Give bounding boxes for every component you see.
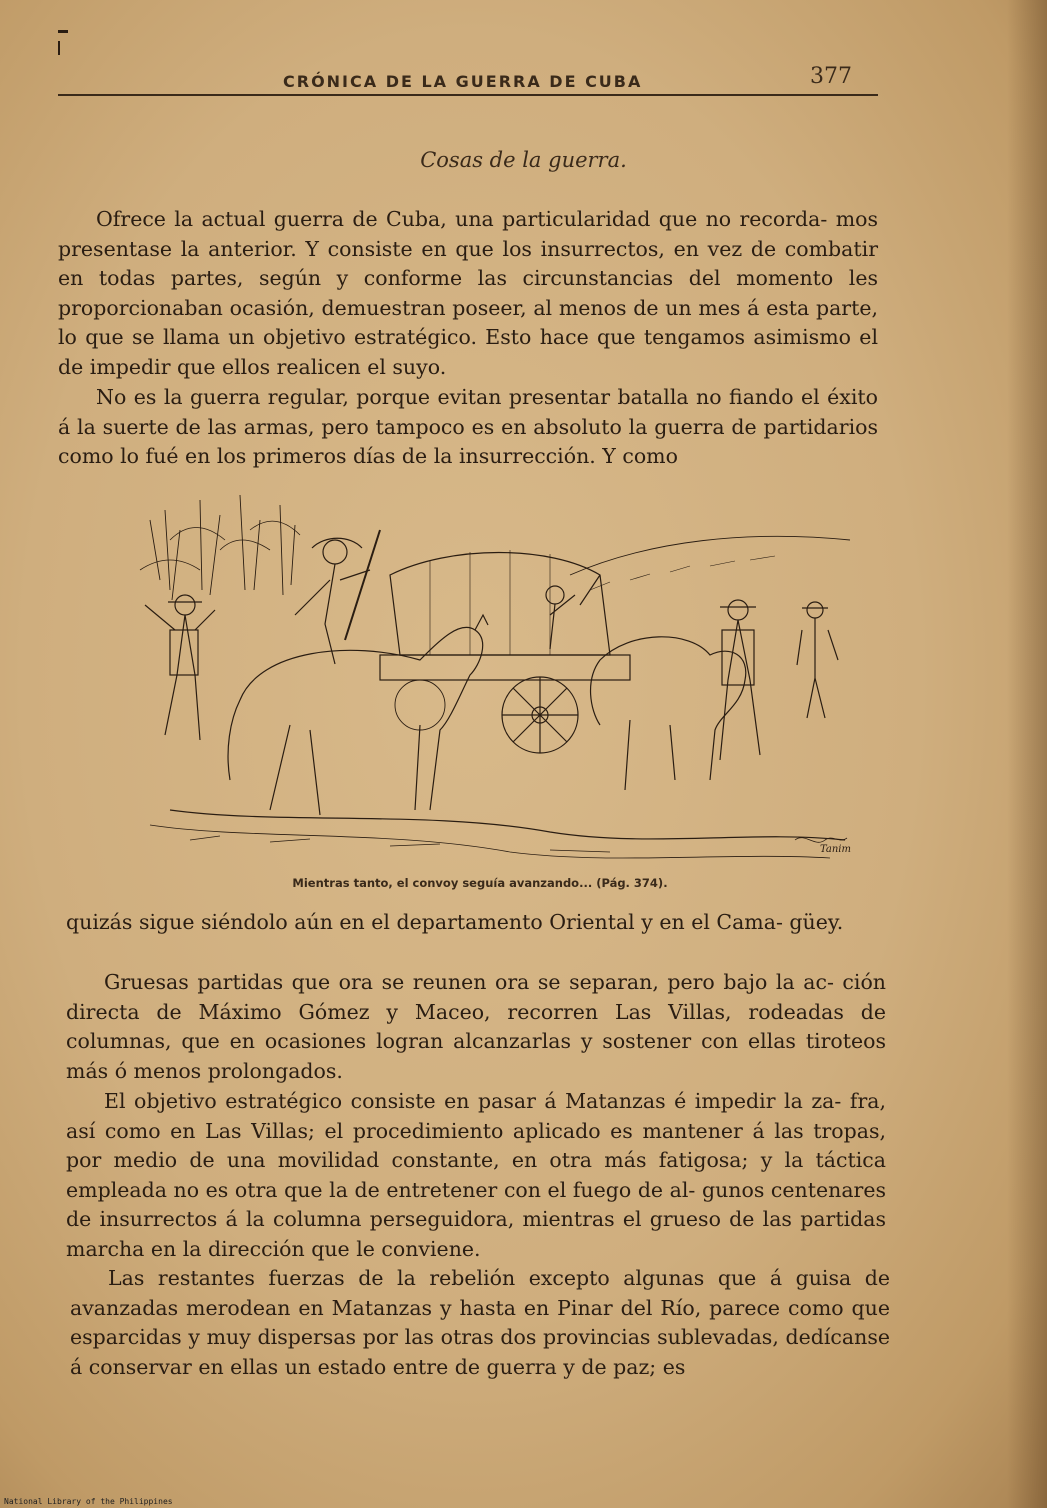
page-number: 377 xyxy=(810,64,852,89)
page-header xyxy=(58,60,878,98)
paragraph-1: Ofrece la actual guerra de Cuba, una particularidad que no recorda- mos presentase la anterior. Y consiste en que los insurrectos, en vez de combatir en todas partes, según y conforme las circunstancias del momento les proporcionaban ocasión, demuestran poseer, al menos de un mes á esta parte, lo que se llama un objetivo estratégico. Esto hace que tengamos asimismo el de impedir que ellos realicen el suyo. xyxy=(58,207,878,379)
illustration-convoy xyxy=(130,480,860,880)
paragraph-2: No es la guerra regular, porque evitan presentar batalla no fiando el éxito á la suerte de las armas, pero tampoco es en absoluto la guerra de partidarios como lo fué en los primeros días de la insurrección. Y como xyxy=(58,385,878,468)
library-watermark: National Library of the Philippines xyxy=(4,1497,173,1506)
page-edge-shadow xyxy=(1007,0,1047,1508)
section-title: Cosas de la guerra. xyxy=(420,148,627,172)
paragraph-5: El objetivo estratégico consiste en pasar á Matanzas é impedir la za- fra, así como en Las Villas; el procedimiento aplicado es mantener á las tropas, por medio de una movilidad constante, en otra más fatigosa; y la táctica empleada no es otra que la de entretener con el fuego de al- gunos centenares de insurrectos á la columna perseguidora, mientras el grueso de las partidas marcha en la dirección que le conviene. xyxy=(66,1089,886,1261)
paragraph-3: quizás sigue siéndolo aún en el departamento Oriental y en el Cama- güey. xyxy=(66,910,844,934)
illustration-caption: Mientras tanto, el convoy seguía avanzando... (Pág. 374). xyxy=(292,876,668,890)
illustration-signature: Tanim xyxy=(820,844,851,855)
corner-mark xyxy=(58,30,62,58)
running-title: CRÓNICA DE LA GUERRA DE CUBA xyxy=(283,72,643,91)
header-rule xyxy=(58,94,878,96)
paragraph-6: Las restantes fuerzas de la rebelión excepto algunas que á guisa de avanzadas merodean en Matanzas y hasta en Pinar del Río, parece como que esparcidas y muy dispersas por las otras dos provincias sublevadas, dedícanse á conservar en ellas un estado entre de guerra y de paz; es xyxy=(70,1266,890,1379)
paragraph-4: Gruesas partidas que ora se reunen ora se separan, pero bajo la ac- ción directa de Máximo Gómez y Maceo, recorren Las Villas, rodeadas de columnas, que en ocasiones logran alcanzarlas y sostener con ellas tiroteos más ó menos prolongados. xyxy=(66,970,886,1083)
